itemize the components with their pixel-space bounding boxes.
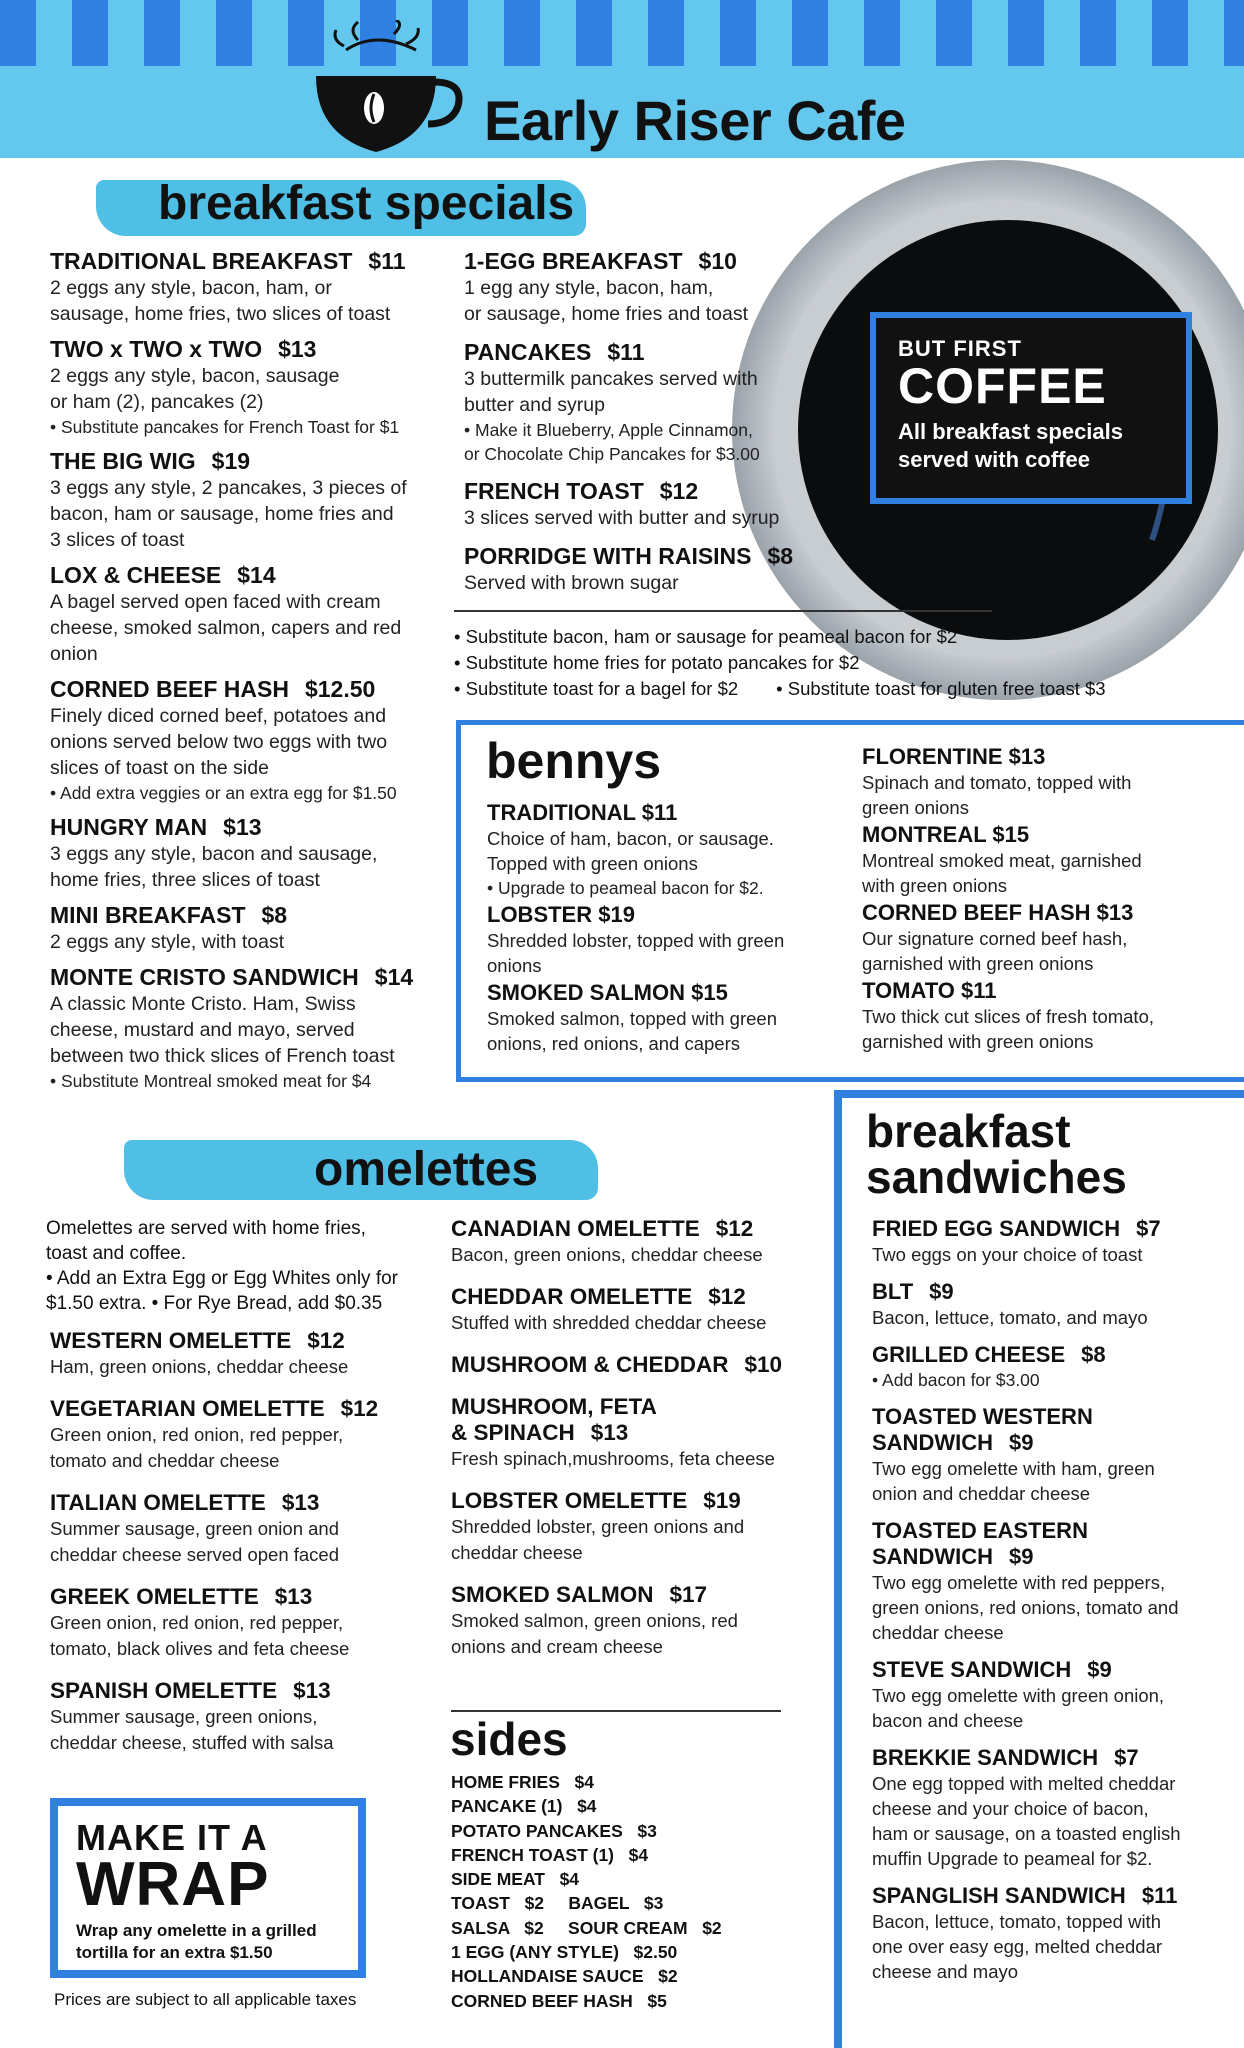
- item-name: [451, 1284, 831, 1310]
- menu-item: [487, 902, 847, 978]
- substitutions-list: [454, 624, 1106, 702]
- wrap-line1: MAKE IT A: [76, 1817, 268, 1858]
- side-item: CORNED BEEF HASH $5: [451, 1990, 667, 2011]
- item-title: SPANISH OMELETTE: [50, 1678, 278, 1703]
- item-description: onion and cheddar cheese: [872, 1483, 1091, 1504]
- breakfast-specials-title: breakfast specials: [158, 177, 575, 230]
- item-description: onions: [487, 955, 542, 976]
- item-description: between two thick slices of French toast: [50, 1045, 395, 1067]
- item-description: A classic Monte Cristo. Ham, Swiss: [50, 993, 356, 1015]
- item-description: garnished with green onions: [862, 953, 1094, 974]
- item-description: or sausage, home fries and toast: [464, 303, 748, 325]
- substitution-line: • Substitute home fries for potato pancakes for $2: [454, 652, 860, 673]
- item-title: ITALIAN OMELETTE: [50, 1490, 266, 1515]
- item-name: [50, 1584, 440, 1610]
- item-note: • Upgrade to peameal bacon for $2.: [487, 878, 764, 898]
- item-description: Ham, green onions, cheddar cheese: [50, 1356, 349, 1377]
- item-name: [487, 800, 847, 826]
- item-description: 3 slices served with butter and syrup: [464, 507, 780, 529]
- item-name-line: & SPINACH $13: [451, 1420, 629, 1445]
- item-title: LOBSTER OMELETTE: [451, 1488, 688, 1513]
- menu-item: [451, 1582, 831, 1660]
- menu-item: [464, 248, 844, 327]
- sides-list: [451, 1770, 722, 2013]
- menu-item: [464, 543, 844, 596]
- item-description: Two egg omelette with green onion,: [872, 1685, 1165, 1706]
- item-description: Two thick cut slices of fresh tomato,: [862, 1006, 1154, 1027]
- item-title: WESTERN OMELETTE: [50, 1328, 292, 1353]
- item-title: PORRIDGE WITH RAISINS: [464, 543, 752, 569]
- item-title: SMOKED SALMON $15: [487, 980, 728, 1005]
- coffee-line4: served with coffee: [898, 447, 1090, 472]
- item-description: Bacon, lettuce, tomato, and mayo: [872, 1307, 1148, 1328]
- item-name: [50, 676, 450, 703]
- side-item: PANCAKE (1) $4: [451, 1796, 597, 1817]
- menu-item: [50, 448, 450, 553]
- item-description: tomato, black olives and feta cheese: [50, 1638, 350, 1659]
- item-description: Shredded lobster, topped with green: [487, 930, 785, 951]
- item-price: $19: [211, 448, 251, 474]
- menu-item: [487, 800, 847, 900]
- item-description: onions, red onions, and capers: [487, 1033, 741, 1054]
- item-name: [862, 900, 1242, 926]
- item-price: $8: [767, 543, 794, 569]
- item-description: Green onion, red onion, red pepper,: [50, 1424, 344, 1445]
- menu-item: [50, 1328, 440, 1380]
- item-title: SPANGLISH SANDWICH: [872, 1883, 1126, 1908]
- item-name: [872, 1883, 1242, 1909]
- menu-item: [50, 902, 450, 955]
- item-name: [50, 1490, 440, 1516]
- item-name: [872, 1279, 1242, 1305]
- item-name: [451, 1216, 831, 1242]
- item-title: VEGETARIAN OMELETTE: [50, 1396, 325, 1421]
- side-item: TOAST $2 BAGEL $3: [451, 1893, 664, 1914]
- item-price: $13: [223, 814, 262, 840]
- item-title: FRENCH TOAST: [464, 478, 644, 504]
- item-price: $8: [1081, 1342, 1106, 1367]
- item-description: Finely diced corned beef, potatoes and: [50, 705, 387, 727]
- item-price: $9: [1087, 1657, 1112, 1682]
- menu-item: [464, 478, 844, 531]
- item-price: $13: [590, 1420, 629, 1445]
- coffee-cup-icon: [306, 20, 476, 160]
- menu-item: [50, 676, 450, 805]
- item-title: CORNED BEEF HASH: [50, 676, 289, 702]
- item-description: butter and syrup: [464, 394, 605, 416]
- intro-line: Omelettes are served with home fries,: [46, 1218, 366, 1239]
- item-name: [872, 1216, 1242, 1242]
- item-description: 3 eggs any style, 2 pancakes, 3 pieces of: [50, 477, 407, 499]
- item-description: Smoked salmon, green onions, red: [451, 1610, 738, 1631]
- menu-item: [50, 1396, 440, 1474]
- item-price: $12: [307, 1328, 345, 1353]
- item-title: SMOKED SALMON: [451, 1582, 654, 1607]
- side-item: 1 EGG (ANY STYLE) $2.50: [451, 1942, 678, 1963]
- item-price: $7: [1114, 1745, 1139, 1770]
- item-description: muffin Upgrade to peameal for $2.: [872, 1848, 1153, 1869]
- item-description: Montreal smoked meat, garnished: [862, 850, 1142, 871]
- omelettes-intro: [46, 1216, 436, 1316]
- item-description: 2 eggs any style, bacon, ham, or: [50, 277, 332, 299]
- item-description: Our signature corned beef hash,: [862, 928, 1128, 949]
- menu-item: [451, 1216, 831, 1268]
- item-price: $9: [1009, 1430, 1034, 1455]
- item-title: GRILLED CHEESE: [872, 1342, 1066, 1367]
- item-name-line: MUSHROOM, FETA: [451, 1394, 657, 1419]
- item-description: cheese, smoked salmon, capers and red: [50, 617, 402, 639]
- substitution-line: • Substitute bacon, ham or sausage for peameal bacon for $2: [454, 626, 958, 647]
- item-description: Two eggs on your choice of toast: [872, 1244, 1143, 1265]
- item-description: cheese and your choice of bacon,: [872, 1798, 1149, 1819]
- item-description: home fries, three slices of toast: [50, 869, 320, 891]
- item-price: $10: [744, 1352, 783, 1377]
- menu-item: [872, 1342, 1242, 1392]
- side-item: SALSA $2 SOUR CREAM $2: [451, 1917, 722, 1938]
- coffee-line2: COFFEE: [898, 358, 1107, 414]
- substitution-bagel: • Substitute toast for a bagel for $2: [454, 678, 739, 699]
- item-description: One egg topped with melted cheddar: [872, 1773, 1176, 1794]
- tax-footnote: Prices are subject to all applicable taxes: [54, 1990, 357, 2009]
- coffee-callout: [870, 312, 1192, 504]
- item-name: [872, 1657, 1242, 1683]
- item-description: Two egg omelette with ham, green: [872, 1458, 1155, 1479]
- item-description: onions and cream cheese: [451, 1636, 663, 1657]
- item-name: [50, 1328, 440, 1354]
- cafe-name: Early Riser Cafe: [484, 89, 906, 152]
- item-name-line: TOASTED EASTERN: [872, 1518, 1088, 1543]
- item-name: [50, 902, 450, 929]
- item-title: MONTE CRISTO SANDWICH: [50, 964, 359, 990]
- specials-divider: [454, 610, 992, 612]
- item-description: Two egg omelette with red peppers,: [872, 1572, 1166, 1593]
- item-description: Spinach and tomato, topped with: [862, 772, 1132, 793]
- item-description: cheese, mustard and mayo, served: [50, 1019, 355, 1041]
- bennys-left: [487, 800, 847, 1058]
- intro-line: $1.50 extra. • For Rye Bread, add $0.35: [46, 1293, 383, 1314]
- item-title: MUSHROOM & CHEDDAR: [451, 1352, 729, 1377]
- item-price: $11: [368, 248, 406, 274]
- item-description: A bagel served open faced with cream: [50, 591, 381, 613]
- item-name: [872, 1404, 1242, 1456]
- item-name: [464, 339, 844, 366]
- item-price: $13: [274, 1584, 313, 1609]
- item-name: [50, 1396, 440, 1422]
- item-price: $17: [669, 1582, 708, 1607]
- item-name: [872, 1745, 1242, 1771]
- item-description: Served with brown sugar: [464, 572, 679, 594]
- menu-item: [872, 1518, 1242, 1645]
- item-description: cheddar cheese: [451, 1542, 583, 1563]
- item-description: slices of toast on the side: [50, 757, 269, 779]
- item-name: [50, 964, 450, 991]
- item-note: • Substitute pancakes for French Toast for $1: [50, 417, 400, 437]
- menu-item: [451, 1488, 831, 1566]
- menu-item: [451, 1394, 831, 1472]
- item-description: Topped with green onions: [487, 853, 698, 874]
- make-it-a-wrap-box: [50, 1798, 366, 1978]
- item-title: STEVE SANDWICH: [872, 1657, 1072, 1682]
- substitution-gluten-free: • Substitute toast for gluten free toast $3: [776, 678, 1106, 699]
- item-price: $8: [261, 902, 288, 928]
- item-description: green onions, red onions, tomato and: [872, 1597, 1179, 1618]
- item-description: garnished with green onions: [862, 1031, 1094, 1052]
- item-title: MONTREAL $15: [862, 822, 1030, 847]
- item-price: $12: [659, 478, 699, 504]
- menu-item: [50, 1490, 440, 1568]
- item-description: Smoked salmon, topped with green: [487, 1008, 778, 1029]
- item-description: Bacon, lettuce, tomato, topped with: [872, 1911, 1161, 1932]
- item-note: • Add bacon for $3.00: [872, 1370, 1040, 1390]
- item-note: • Make it Blueberry, Apple Cinnamon,: [464, 420, 753, 440]
- item-description: cheese and mayo: [872, 1961, 1019, 1982]
- item-price: $7: [1136, 1216, 1161, 1241]
- menu-item: [872, 1657, 1242, 1733]
- breakfast-specials-right: [464, 248, 844, 608]
- item-description: 2 eggs any style, bacon, sausage: [50, 365, 340, 387]
- item-description: cheddar cheese served open faced: [50, 1544, 340, 1565]
- item-name: [464, 478, 844, 505]
- menu-item: [50, 562, 450, 667]
- item-title: FRIED EGG SANDWICH: [872, 1216, 1121, 1241]
- item-name: [451, 1488, 831, 1514]
- item-name: [451, 1582, 831, 1608]
- bennys-title: bennys: [486, 733, 662, 789]
- item-description: cheddar cheese, stuffed with salsa: [50, 1732, 334, 1753]
- item-description: Summer sausage, green onion and: [50, 1518, 339, 1539]
- item-description: 2 eggs any style, with toast: [50, 931, 285, 953]
- sides-title: sides: [450, 1713, 568, 1765]
- item-title: HUNGRY MAN: [50, 814, 208, 840]
- substitution-line: [454, 676, 1106, 702]
- item-description: Green onion, red onion, red pepper,: [50, 1612, 344, 1633]
- menu-item: [862, 744, 1242, 820]
- item-title: TRADITIONAL BREAKFAST: [50, 248, 353, 274]
- item-title: CANADIAN OMELETTE: [451, 1216, 700, 1241]
- item-description: 3 eggs any style, bacon and sausage,: [50, 843, 378, 865]
- coffee-line1: BUT FIRST: [898, 336, 1022, 361]
- item-name: [862, 822, 1242, 848]
- item-description: Summer sausage, green onions,: [50, 1706, 318, 1727]
- menu-item: [50, 1678, 440, 1756]
- item-title: MINI BREAKFAST: [50, 902, 246, 928]
- menu-item: [872, 1745, 1242, 1871]
- item-name-line: TOASTED WESTERN: [872, 1404, 1093, 1429]
- side-item: SIDE MEAT $4: [451, 1869, 580, 1890]
- item-name: [464, 248, 844, 275]
- menu-item: [872, 1216, 1242, 1267]
- intro-line: toast and coffee.: [46, 1243, 187, 1264]
- item-description: ham or sausage, on a toasted english: [872, 1823, 1181, 1844]
- header-stripes: [0, 0, 1244, 66]
- item-description: bacon and cheese: [872, 1710, 1024, 1731]
- item-name: [50, 448, 450, 475]
- item-price: $19: [703, 1488, 741, 1513]
- item-price: $13: [281, 1490, 320, 1515]
- item-note: • Substitute Montreal smoked meat for $4: [50, 1071, 372, 1091]
- item-title: TOMATO $11: [862, 978, 997, 1003]
- item-title: THE BIG WIG: [50, 448, 196, 474]
- menu-item: [451, 1352, 831, 1378]
- item-title: LOX & CHEESE: [50, 562, 222, 588]
- item-title: BREKKIE SANDWICH: [872, 1745, 1099, 1770]
- item-description: Shredded lobster, green onions and: [451, 1516, 745, 1537]
- menu-item: [872, 1883, 1242, 1984]
- item-name: [50, 336, 450, 363]
- item-title: CORNED BEEF HASH $13: [862, 900, 1134, 925]
- menu-item: [872, 1279, 1242, 1330]
- item-description: sausage, home fries, two slices of toast: [50, 303, 391, 325]
- item-name: [464, 543, 844, 570]
- sandwiches-title-line1: breakfast: [866, 1105, 1071, 1157]
- item-description: Fresh spinach,mushrooms, feta cheese: [451, 1448, 775, 1469]
- item-price: $14: [374, 964, 414, 990]
- item-name: [487, 902, 847, 928]
- menu-item: [464, 339, 844, 466]
- item-note: • Add extra veggies or an extra egg for $1.50: [50, 783, 397, 803]
- item-price: $12: [340, 1396, 379, 1421]
- menu-item: [862, 978, 1242, 1054]
- menu-item: [862, 900, 1242, 976]
- item-name: [451, 1352, 831, 1378]
- item-description: Choice of ham, bacon, or sausage.: [487, 828, 774, 849]
- side-item: HOLLANDAISE SAUCE $2: [451, 1966, 678, 1987]
- item-description: cheddar cheese: [872, 1622, 1004, 1643]
- item-title: CHEDDAR OMELETTE: [451, 1284, 693, 1309]
- breakfast-sandwiches-title: [866, 1105, 1127, 1203]
- item-description: 3 buttermilk pancakes served with: [464, 368, 758, 390]
- item-description: Stuffed with shredded cheddar cheese: [451, 1312, 767, 1333]
- item-price: $12: [715, 1216, 754, 1241]
- item-price: $12: [708, 1284, 746, 1309]
- item-name: [487, 980, 847, 1006]
- menu-item: [451, 1284, 831, 1336]
- item-title: TRADITIONAL $11: [487, 800, 678, 825]
- item-note: or Chocolate Chip Pancakes for $3.00: [464, 444, 760, 464]
- omelettes-title: omelettes: [314, 1143, 539, 1196]
- item-name: [451, 1394, 831, 1446]
- item-description: onions served below two eggs with two: [50, 731, 388, 753]
- breakfast-sandwiches-list: [872, 1216, 1242, 1996]
- item-description: 1 egg any style, bacon, ham,: [464, 277, 714, 299]
- side-item: HOME FRIES $4: [451, 1772, 594, 1792]
- item-title: BLT: [872, 1279, 914, 1304]
- menu-item: [50, 336, 450, 439]
- item-name-line: SANDWICH $9: [872, 1430, 1034, 1455]
- item-name: [862, 744, 1242, 770]
- coffee-line3: All breakfast specials: [898, 419, 1124, 444]
- item-description: tomato and cheddar cheese: [50, 1450, 280, 1471]
- intro-line: • Add an Extra Egg or Egg Whites only for: [46, 1268, 399, 1289]
- item-description: one over easy egg, melted cheddar: [872, 1936, 1163, 1957]
- item-description: 3 slices of toast: [50, 529, 185, 551]
- item-description: onion: [50, 643, 98, 665]
- item-name: [872, 1518, 1242, 1570]
- wrap-line4: tortilla for an extra $1.50: [76, 1943, 273, 1962]
- item-description: or ham (2), pancakes (2): [50, 391, 264, 413]
- item-name: [862, 978, 1242, 1004]
- omelettes-left: [50, 1328, 440, 1772]
- menu-item: [862, 822, 1242, 898]
- menu-item: [487, 980, 847, 1056]
- item-title: PANCAKES: [464, 339, 592, 365]
- side-item: FRENCH TOAST (1) $4: [451, 1844, 649, 1865]
- menu-item: [50, 248, 450, 327]
- breakfast-specials-left: [50, 248, 450, 1102]
- item-price: $11: [607, 339, 645, 365]
- item-name: [50, 562, 450, 589]
- item-title: 1-EGG BREAKFAST: [464, 248, 683, 274]
- item-price: $13: [278, 336, 317, 362]
- side-item: POTATO PANCAKES $3: [451, 1820, 657, 1841]
- item-title: LOBSTER $19: [487, 902, 635, 927]
- item-description: Bacon, green onions, cheddar cheese: [451, 1244, 763, 1265]
- bennys-right: [862, 744, 1242, 1056]
- wrap-line3: Wrap any omelette in a grilled: [76, 1921, 317, 1940]
- item-name: [50, 1678, 440, 1704]
- item-price: $9: [1009, 1544, 1034, 1569]
- item-name: [50, 248, 450, 275]
- item-name-line: SANDWICH $9: [872, 1544, 1034, 1569]
- item-title: TWO x TWO x TWO: [50, 336, 263, 362]
- item-title: FLORENTINE $13: [862, 744, 1046, 769]
- item-price: $11: [1141, 1883, 1178, 1908]
- wrap-line2: WRAP: [76, 1850, 270, 1919]
- item-price: $9: [929, 1279, 954, 1304]
- sandwiches-title-line2: sandwiches: [866, 1151, 1127, 1203]
- menu-item: [50, 1584, 440, 1662]
- item-name: [50, 814, 450, 841]
- item-description: green onions: [862, 797, 969, 818]
- item-title: GREEK OMELETTE: [50, 1584, 259, 1609]
- menu-item: [50, 964, 450, 1093]
- item-name: [872, 1342, 1242, 1368]
- item-price: $13: [293, 1678, 331, 1703]
- item-price: $12.50: [304, 676, 376, 702]
- item-price: $10: [698, 248, 737, 274]
- menu-item: [872, 1404, 1242, 1506]
- menu-item: [50, 814, 450, 893]
- omelettes-right: [451, 1216, 831, 1676]
- item-description: bacon, ham or sausage, home fries and: [50, 503, 394, 525]
- item-description: with green onions: [862, 875, 1008, 896]
- item-price: $14: [237, 562, 276, 588]
